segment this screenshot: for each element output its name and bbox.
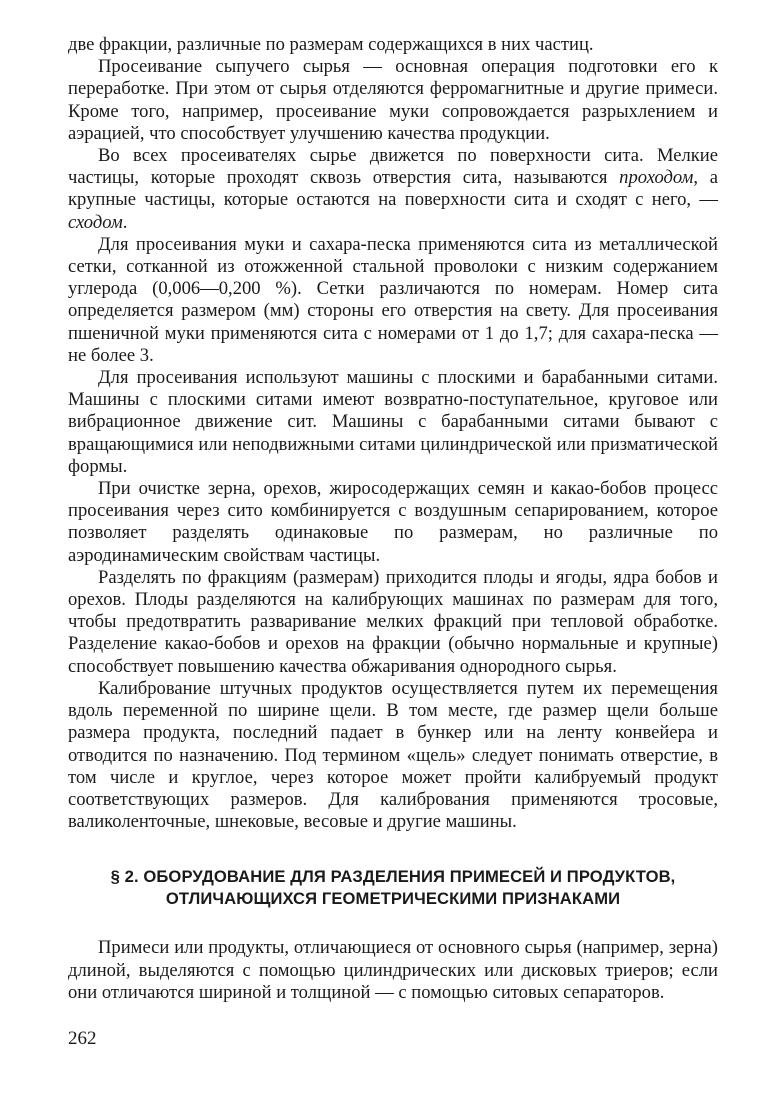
section-heading (68, 866, 718, 910)
paragraph-air-separation: При очистке зерна, орехов, жиросодержащих семян и какао-бобов процесс просеивания через сито комбинируется с воздушным сепарированием, которое позволяет разделять одинаковые по размерам, но различные по аэродинамическим свойствам частицы. (68, 478, 718, 566)
section-heading-line-1: § 2. ОБОРУДОВАНИЕ ДЛЯ РАЗДЕЛЕНИЯ ПРИМЕСЕЙ И ПРОДУКТОВ, (110, 867, 676, 887)
paragraph-sifting-terms (68, 145, 718, 234)
document-page (68, 34, 718, 1004)
paragraph-text-segment: . (122, 211, 128, 233)
paragraph-sifting-overview: Просеивание сыпучего сырья — основная операция подготовки его к переработке. При этом от сырья отделяются ферромагнитные и другие примеси. Кроме того, например, просеивание муки сопровождается разрыхлением и аэрацией, что способствует улучшению качества продукции. (68, 56, 718, 144)
paragraph-text-segment: , а крупные частицы, которые остаются на поверхности сита и сходят с него, — (68, 167, 718, 211)
term-skhod: сходом (68, 211, 123, 233)
paragraph-sieve-machines: Для просеивания используют машины с плоскими и барабанными ситами. Машины с плоскими ситами имеют возвратно-поступательное, круговое или вибрационное движение сит. Машины с барабанными ситами бывают с вращающимися или неподвижными ситами цилиндрической или призматической формы. (68, 367, 718, 477)
term-prokhod: проходом (619, 167, 694, 189)
paragraph-continuation: две фракции, различные по размерам содержащихся в них частиц. (68, 34, 594, 55)
section-heading-line-2: ОТЛИЧАЮЩИХСЯ ГЕОМЕТРИЧЕСКИМИ ПРИЗНАКАМИ (165, 889, 621, 909)
page-number: 262 (68, 1028, 97, 1049)
paragraph-triers: Примеси или продукты, отличающиеся от основного сырья (например, зерна) длиной, выделяются с помощью цилиндрических или дисковых триеров; если они отличаются шириной и толщиной — с помощью ситовых сепараторов. (68, 937, 718, 1003)
paragraph-text-segment: Во всех просеивателях сырье движется по поверхности сита. Мелкие частицы, которые проходят сквозь отверстия сита, называются (68, 145, 718, 189)
paragraph-calibration: Калибрование штучных продуктов осуществляется путем их перемещения вдоль переменной по ширине щели. В том месте, где размер щели больше размера продукта, последний падает в бункер или на ленту конвейера и отводится по назначению. Под термином «щель» следует понимать отверстие, в том числе и круглое, через которое может пройти калибруемый продукт соответствующих размеров. Для калибрования применяются тросовые, валиколенточные, шнековые, весовые и другие машины. (68, 677, 718, 833)
paragraph-sieve-mesh: Для просеивания муки и сахара-песка применяются сита из металлической сетки, сотканной из отожженной стальной проволоки с низким содержанием углерода (0,006—0,200 %). Сетки различаются по номерам. Номер сита определяется размером (мм) стороны его отверстия на свету. Для просеивания пшеничной муки применяются сита с номерами от 1 до 1,7; для сахара-песка — не более 3. (68, 233, 718, 366)
paragraph-fractions: Разделять по фракциям (размерам) приходится плоды и ягоды, ядра бобов и орехов. Плоды разделяются на калибрующих машинах по размерам для того, чтобы предотвратить разваривание мелких фракций при тепловой обработке. Разделение какао-бобов и орехов на фракции (обычно нормальные и крупные) способствует повышению качества обжаривания однородного сырья. (68, 566, 718, 677)
